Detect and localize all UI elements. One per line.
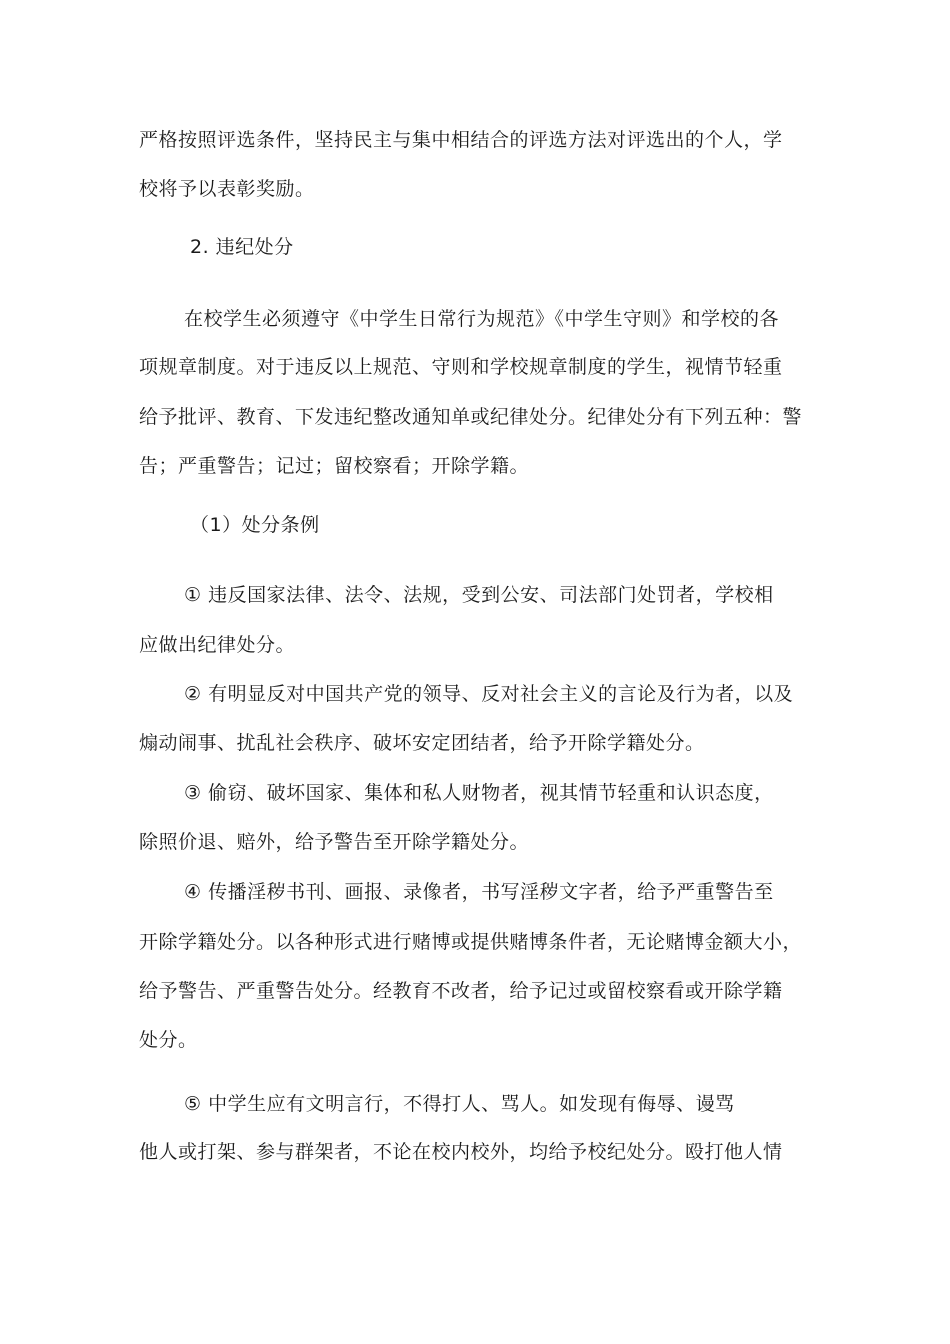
item-4-line-3: 给予警告、严重警告处分。经教育不改者，给予记过或留校察看或开除学籍 bbox=[139, 980, 783, 1002]
subheading-rules: （1）处分条例 bbox=[190, 514, 320, 536]
item-4-line-4: 处分。 bbox=[139, 1029, 198, 1051]
paragraph-discipline-line-3: 给予批评、教育、下发违纪整改通知单或纪律处分。纪律处分有下列五种：警 bbox=[139, 406, 803, 428]
item-1-line-2: 应做出纪律处分。 bbox=[139, 634, 296, 656]
section-heading: 2. 违纪处分 bbox=[190, 236, 294, 258]
item-4-line-2: 开除学籍处分。以各种形式进行赌博或提供赌博条件者，无论赌博金额大小， bbox=[139, 931, 803, 953]
paragraph-discipline-line-4: 告；严重警告；记过；留校察看；开除学籍。 bbox=[139, 455, 530, 477]
paragraph-award-line-1: 严格按照评选条件，坚持民主与集中相结合的评选方法对评选出的个人，学 bbox=[139, 129, 783, 151]
item-5-line-2: 他人或打架、参与群架者，不论在校内校外，均给予校纪处分。殴打他人情 bbox=[139, 1141, 783, 1163]
item-1-line-1: ① 违反国家法律、法令、法规，受到公安、司法部门处罚者，学校相 bbox=[184, 584, 774, 606]
item-2-line-1: ② 有明显反对中国共产党的领导、反对社会主义的言论及行为者，以及 bbox=[184, 683, 794, 705]
item-2-line-2: 煽动闹事、扰乱社会秩序、破坏安定团结者，给予开除学籍处分。 bbox=[139, 732, 705, 754]
paragraph-discipline-line-2: 项规章制度。对于违反以上规范、守则和学校规章制度的学生，视情节轻重 bbox=[139, 356, 783, 378]
item-5-line-1: ⑤ 中学生应有文明言行，不得打人、骂人。如发现有侮辱、谩骂 bbox=[184, 1093, 735, 1115]
item-3-line-2: 除照价退、赔外，给予警告至开除学籍处分。 bbox=[139, 831, 530, 853]
paragraph-award-line-2: 校将予以表彰奖励。 bbox=[139, 178, 315, 200]
paragraph-discipline-line-1: 在校学生必须遵守《中学生日常行为规范》《中学生守则》和学校的各 bbox=[184, 308, 780, 330]
item-4-line-1: ④ 传播淫秽书刊、画报、录像者，书写淫秽文字者，给予严重警告至 bbox=[184, 881, 774, 903]
item-3-line-1: ③ 偷窃、破坏国家、集体和私人财物者，视其情节轻重和认识态度， bbox=[184, 782, 774, 804]
